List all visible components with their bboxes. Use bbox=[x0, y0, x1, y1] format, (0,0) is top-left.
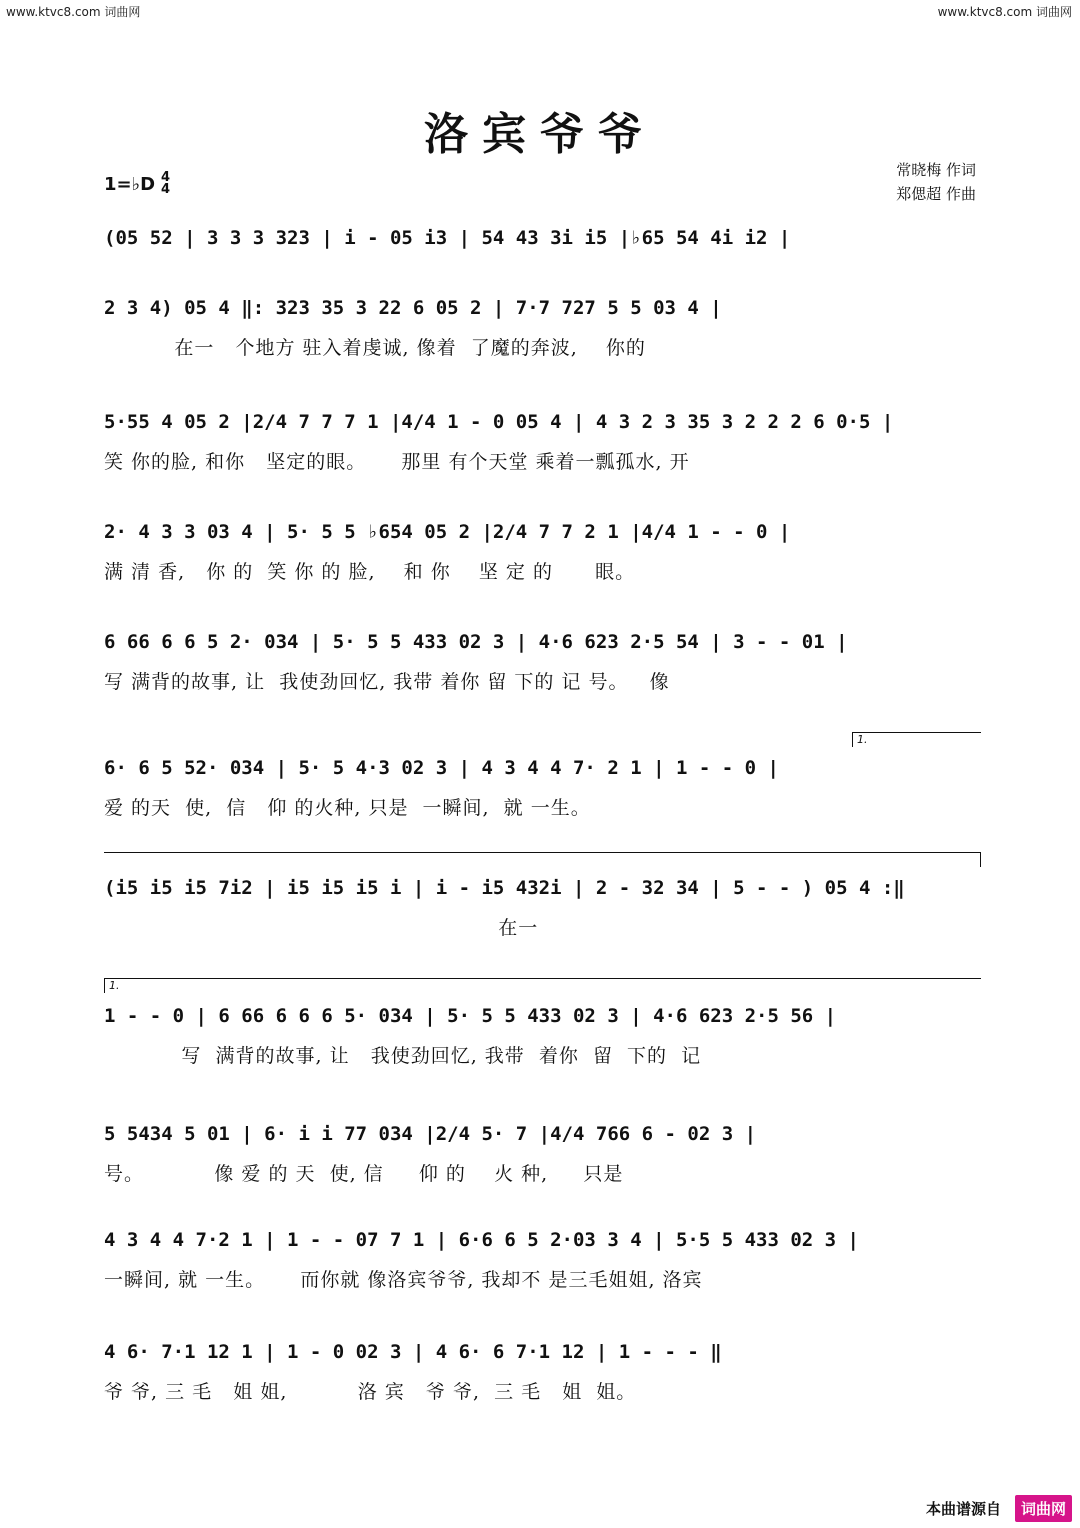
notes: (i5 i5 i5 7i2 | i5 i5 i5 i | i - i5 432i | 2 - 32 34 | 5 - - ) 05 4 :‖ bbox=[104, 877, 905, 899]
footer bbox=[926, 1495, 1072, 1522]
notes: 4 3 4 4 7·2 1 | 1 - - 07 7 1 | 6·6 6 5 2·03 3 4 | 5·5 5 433 02 3 | bbox=[104, 1229, 859, 1251]
repeat-bracket bbox=[104, 852, 981, 867]
notes: 2· 4 3 3 03 4 | 5· 5 5 ♭654 05 2 |2/4 7 7 2 1 |4/4 1 - - 0 | bbox=[104, 521, 791, 543]
source-text: 本曲谱源自 bbox=[925, 1500, 1001, 1518]
lyricist: 常晓梅 作词 bbox=[896, 161, 976, 179]
score-line bbox=[104, 874, 978, 942]
score-line bbox=[104, 518, 978, 586]
notes: 5 5434 5 01 | 6· i i 77 034 |2/4 5· 7 |4/4 766 6 - 02 3 | bbox=[104, 1123, 757, 1145]
score-line bbox=[104, 1226, 978, 1294]
notes: 6· 6 5 52· 034 | 5· 5 4·3 02 3 | 4 3 4 4 7· 2 1 | 1 - - 0 | bbox=[104, 757, 779, 779]
volta-bracket: 1. bbox=[104, 978, 981, 993]
site-logo[interactable]: 词曲网 bbox=[1015, 1495, 1072, 1522]
score-line bbox=[104, 754, 978, 822]
watermark-right: www.ktvc8.com 词曲网 bbox=[937, 5, 1072, 19]
notes: 1 - - 0 | 6 66 6 6 6 5· 034 | 5· 5 5 433 02 3 | 4·6 623 2·5 56 | bbox=[104, 1005, 837, 1027]
time-beats: 4 bbox=[161, 170, 171, 185]
lyrics: 一瞬间, 就 一生。 而你就 像洛宾爷爷, 我却不 是三毛姐姐, 洛宾 bbox=[104, 1269, 703, 1291]
score-line bbox=[104, 628, 978, 696]
credits bbox=[896, 158, 976, 206]
key-label: 1=♭D bbox=[104, 173, 156, 195]
notes: (05 52 | 3 3 3 323 | i - 05 i3 | 54 43 3i i5 |♭65 54 4i i2 | bbox=[104, 227, 791, 249]
lyrics: 笑 你的脸, 和你 坚定的眼。 那里 有个天堂 乘着一瓢孤水, 开 bbox=[104, 451, 690, 473]
lyrics: 在一 bbox=[104, 917, 539, 939]
score-line bbox=[104, 1120, 978, 1188]
key-signature bbox=[104, 172, 170, 196]
lyrics: 写 满背的故事, 让 我使劲回忆, 我带 着你 留 下的 记 bbox=[104, 1045, 702, 1067]
lyrics: 在一 个地方 驻入着虔诚, 像着 了魔的奔波, 你的 bbox=[104, 337, 646, 359]
score-line bbox=[104, 1002, 978, 1070]
time-unit: 4 bbox=[161, 182, 171, 197]
composer: 郑偲超 作曲 bbox=[896, 185, 976, 203]
time-signature bbox=[161, 172, 170, 196]
score-line bbox=[104, 294, 978, 362]
score-line bbox=[104, 408, 978, 476]
watermark-left: www.ktvc8.com 词曲网 bbox=[6, 5, 141, 19]
score-line bbox=[104, 224, 978, 252]
score-line bbox=[104, 1338, 978, 1406]
volta-bracket: 1. bbox=[852, 732, 981, 747]
lyrics: 号。 像 爱 的 天 使, 信 仰 的 火 种, 只是 bbox=[104, 1163, 624, 1185]
lyrics: 爷 爷, 三 毛 姐 姐, 洛 宾 爷 爷, 三 毛 姐 姐。 bbox=[104, 1381, 637, 1403]
lyrics: 写 满背的故事, 让 我使劲回忆, 我带 着你 留 下的 记 号。 像 bbox=[104, 671, 670, 693]
lyrics: 爱 的天 使, 信 仰 的火种, 只是 一瞬间, 就 一生。 bbox=[104, 797, 591, 819]
song-title: 洛宾爷爷 bbox=[424, 109, 656, 160]
lyrics: 满 清 香, 你 的 笑 你 的 脸, 和 你 坚 定 的 眼。 bbox=[104, 561, 636, 583]
notes: 2 3 4) 05 4 ‖: 323 35 3 22 6 05 2 | 7·7 727 5 5 03 4 | bbox=[104, 297, 722, 319]
notes: 4 6· 7·1 12 1 | 1 - 0 02 3 | 4 6· 6 7·1 12 | 1 - - - ‖ bbox=[104, 1341, 722, 1363]
notes: 6 66 6 6 5 2· 034 | 5· 5 5 433 02 3 | 4·6 623 2·5 54 | 3 - - 01 | bbox=[104, 631, 848, 653]
notes: 5·55 4 05 2 |2/4 7 7 7 1 |4/4 1 - 0 05 4 | 4 3 2 3 35 3 2 2 2 6 0·5 | bbox=[104, 411, 894, 433]
